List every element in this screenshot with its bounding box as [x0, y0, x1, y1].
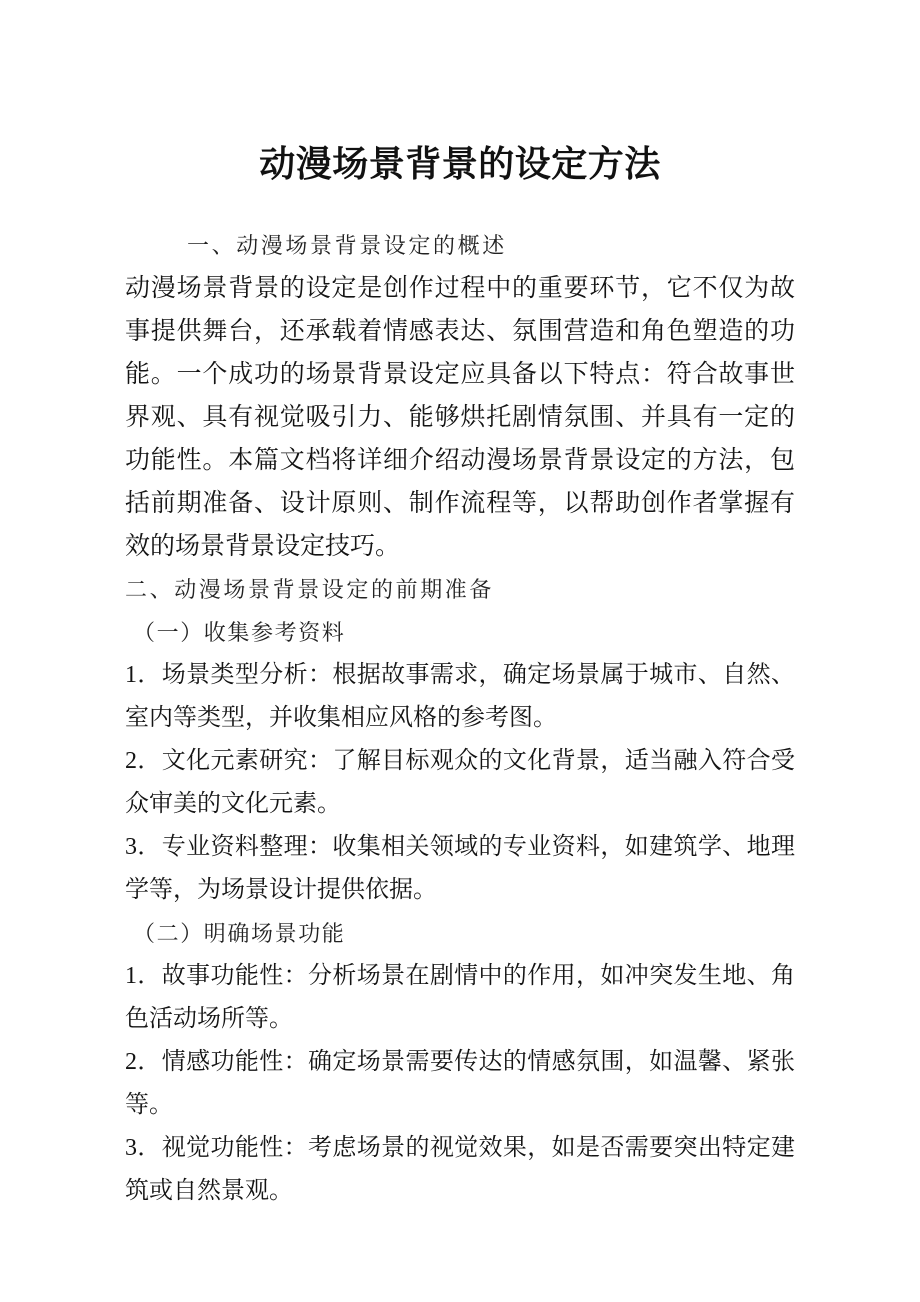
list-item: 2．情感功能性：确定场景需要传达的情感氛围，如温馨、紧张等。	[125, 1049, 795, 1118]
subheading-scene-function: （二）明确场景功能	[133, 921, 346, 946]
list-item: 3．专业资料整理：收集相关领域的专业资料，如建筑学、地理学等，为场景设计提供依据。	[125, 834, 795, 903]
title-spacer	[125, 182, 795, 224]
list-item: 1．故事功能性：分析场景在剧情中的作用，如冲突发生地、角色活动场所等。	[125, 963, 795, 1032]
document-body	[125, 0, 795, 1213]
heading-overview: 一、动漫场景背景设定的概述	[187, 233, 507, 258]
list-item: 2．文化元素研究：了解目标观众的文化背景，适当融入符合受众审美的文化元素。	[125, 748, 795, 817]
subheading-collect-references: （一）收集参考资料	[133, 620, 346, 645]
heading-preparation: 二、动漫场景背景设定的前期准备	[125, 577, 495, 602]
list-item: 3．视觉功能性：考虑场景的视觉效果，如是否需要突出特定建筑或自然景观。	[125, 1135, 795, 1204]
page-title: 动漫场景背景的设定方法	[259, 143, 661, 184]
list-item: 1．场景类型分析：根据故事需求，确定场景属于城市、自然、室内等类型，并收集相应风格的参考图。	[125, 662, 795, 731]
paragraph-overview: 动漫场景背景的设定是创作过程中的重要环节，它不仅为故事提供舞台，还承载着情感表达、氛围营造和角色塑造的功能。一个成功的场景背景设定应具备以下特点：符合故事世界观、具有视觉吸引力、能够烘托剧情氛围、并具有一定的功能性。本篇文档将详细介绍动漫场景背景设定的方法，包括前期准备、设计原则、制作流程等，以帮助创作者掌握有效的场景背景设定技巧。	[125, 275, 795, 560]
